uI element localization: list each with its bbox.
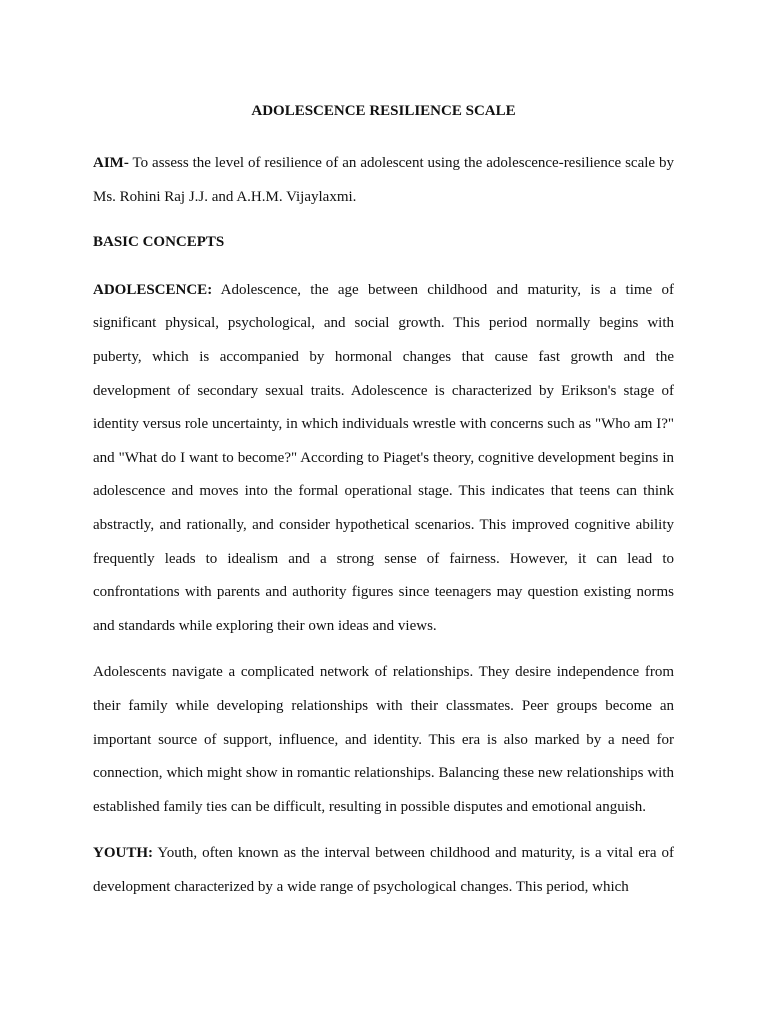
adolescence-text: Adolescence, the age between childhood and maturity, is a time of significant physical, psychological, and social growth. This period normally begins with puberty, which is accompanied by hormonal changes that cause fast growth and the development of secondary sexual traits. Adolescence is characterized by Erikson's stage of identity versus role uncertainty, in which individuals wrestle with concerns such as "Who am I?" and "What do I want to become?" According to Piaget's theory, cognitive development begins in adolescence and moves into the formal operational stage. This indicates that teens can think abstractly, and rationally, and consider hypothetical scenarios. This improved cognitive ability frequently leads to idealism and a strong sense of fairness. However, it can lead to confrontations with parents and authority figures since teenagers may question existing norms and standards while exploring their own ideas and views. bbox=[93, 281, 674, 634]
aim-text: To assess the level of resilience of an adolescent using the adolescence-resilience scale by Ms. Rohini Raj J.J. and A.H.M. Vijaylaxmi. bbox=[93, 155, 674, 205]
youth-text: Youth, often known as the interval between childhood and maturity, is a vital era of development characterized by a wide range of psychological changes. This period, which bbox=[93, 845, 674, 895]
youth-paragraph bbox=[93, 837, 674, 904]
adolescence-label: ADOLESCENCE: bbox=[93, 281, 213, 298]
relationships-paragraph: Adolescents navigate a complicated network of relationships. They desire independence from their family while developing relationships with their classmates. Peer groups become an important source of support, influence, and identity. This era is also marked by a need for connection, which might show in romantic relationships. Balancing these new relationships with established family ties can be difficult, resulting in possible disputes and emotional anguish. bbox=[93, 664, 674, 815]
document-title: ADOLESCENCE RESILIENCE SCALE bbox=[251, 103, 516, 119]
adolescence-paragraph bbox=[93, 274, 674, 644]
document-page bbox=[93, 101, 674, 917]
aim-label: AIM- bbox=[93, 155, 129, 171]
aim-paragraph bbox=[93, 147, 674, 214]
basic-concepts-heading: BASIC CONCEPTS bbox=[93, 234, 225, 251]
youth-label: YOUTH: bbox=[93, 845, 153, 862]
